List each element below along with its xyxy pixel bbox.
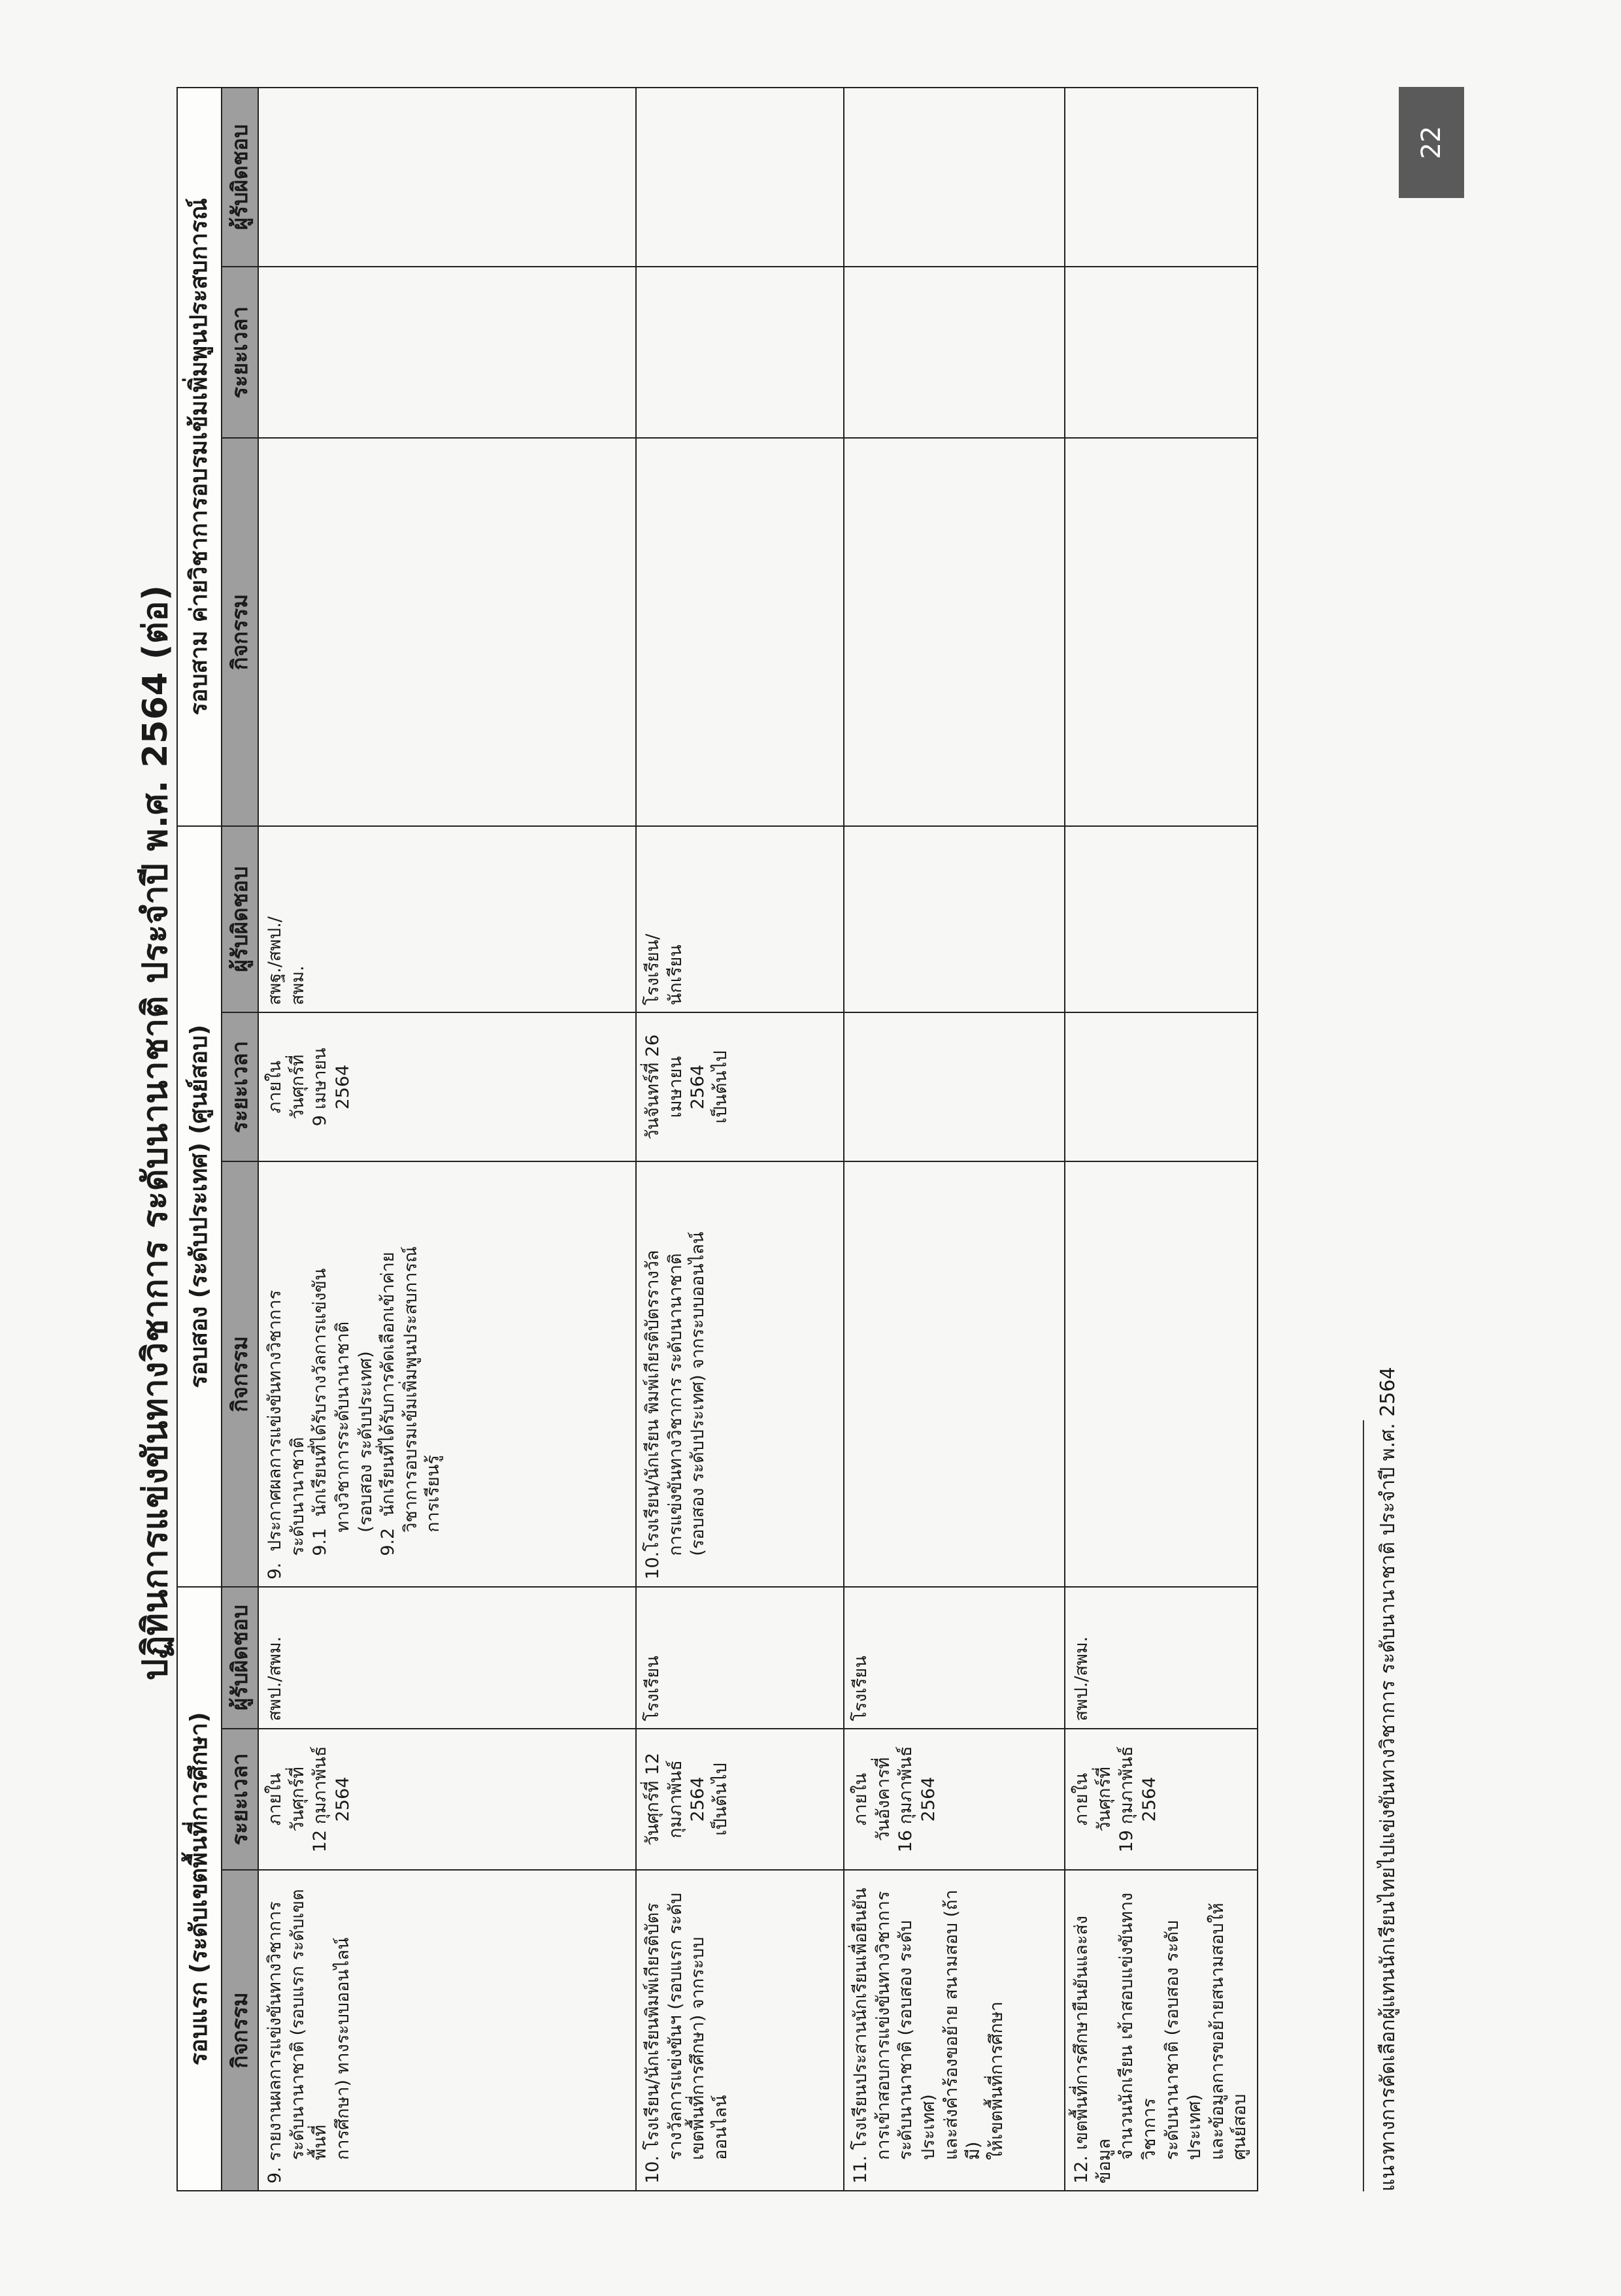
round-1-responsible-cell: โรงเรียน bbox=[636, 1587, 844, 1729]
col-period-2: ระยะเวลา bbox=[222, 1012, 258, 1161]
table-row bbox=[258, 88, 636, 2191]
round-2-responsible-cell: สพฐ./สพป./ สพม. bbox=[258, 826, 636, 1012]
round-1-period-cell: ภายใน วันศุกร์ที่ 12 กุมภาพันธ์ 2564 bbox=[258, 1729, 636, 1871]
round-1-period-cell: ภายใน วันอังคารที่ 16 กุมภาพันธ์ 2564 bbox=[844, 1729, 1065, 1871]
round-3-responsible-cell bbox=[1065, 88, 1257, 267]
round-2-activity-cell: 10.โรงเรียน/นักเรียน พิมพ์เกียรติบัตรรางวัล การแข่งขันทางวิชาการ ระดับนานาชาติ (รอบสอง ระดับประเทศ) จากระบบออนไลน์ bbox=[636, 1161, 844, 1586]
col-responsible-1: ผู้รับผิดชอบ bbox=[222, 1587, 258, 1729]
round-3-responsible-cell bbox=[636, 88, 844, 267]
page-number: 22 bbox=[1399, 87, 1464, 198]
round-2-period-cell: วันจันทร์ที่ 26 เมษายน 2564 เป็นต้นไป bbox=[636, 1012, 844, 1161]
round-3-activity-cell bbox=[258, 438, 636, 825]
col-responsible-3: ผู้รับผิดชอบ bbox=[222, 88, 258, 267]
col-activity-2: กิจกรรม bbox=[222, 1161, 258, 1586]
round-2-activity-cell bbox=[844, 1161, 1065, 1586]
round-3-period-cell bbox=[1065, 267, 1257, 438]
round-1-responsible-cell: สพป./สพม. bbox=[1065, 1587, 1257, 1729]
column-header-row bbox=[222, 88, 258, 2191]
schedule-table bbox=[176, 87, 1258, 2191]
round-2-activity-cell: 9. ประกาศผลการแข่งขันทางวิชาการ ระดับนานาชาติ 9.1 นักเรียนที่ได้รับรางวัลการแข่งขัน ทางวิชาการระดับนานาชาติ (รอบสอง ระดับประเทศ) 9.2 นักเรียนที่ได้รับการคัดเลือกเข้าค่าย วิชาการอบรมเข้มเพิ่มพูนประสบการณ์ การเรียนรู้ bbox=[258, 1161, 636, 1586]
table-row bbox=[1065, 88, 1257, 2191]
round-2-period-cell: ภายใน วันศุกร์ที่ 9 เมษายน 2564 bbox=[258, 1012, 636, 1161]
round-3-period-cell bbox=[258, 267, 636, 438]
round-3-period-cell bbox=[636, 267, 844, 438]
footer-divider bbox=[1363, 1420, 1364, 2191]
round-1-period-cell: ภายใน วันศุกร์ที่ 19 กุมภาพันธ์ 2564 bbox=[1065, 1729, 1257, 1871]
round-2-activity-cell bbox=[1065, 1161, 1257, 1586]
col-period-3: ระยะเวลา bbox=[222, 267, 258, 438]
page-title: ปฏิทินการแข่งขันทางวิชาการ ระดับนานาชาติ ประจำปี พ.ศ. 2564 (ต่อ) bbox=[136, 584, 175, 1681]
round-2-responsible-cell: โรงเรียน/ นักเรียน bbox=[636, 826, 844, 1012]
round-3-period-cell bbox=[844, 267, 1065, 438]
round-2-header: รอบสอง (ระดับประเทศ) (ศูนย์สอบ) bbox=[177, 826, 222, 1587]
col-period-1: ระยะเวลา bbox=[222, 1729, 258, 1871]
round-2-period-cell bbox=[1065, 1012, 1257, 1161]
round-1-activity-cell: 11. โรงเรียนประสานนักเรียนเพื่อยืนยัน การเข้าสอบการแข่งขันทางวิชาการ ระดับนานาชาติ (รอบสอง ระดับประเทศ) และส่งคำร้องขอย้าย สนามสอบ (ถ้ามี) ให้เขตพื้นที่การศึกษา bbox=[844, 1870, 1065, 2191]
round-2-period-cell bbox=[844, 1012, 1065, 1161]
col-responsible-2: ผู้รับผิดชอบ bbox=[222, 826, 258, 1012]
col-activity-1: กิจกรรม bbox=[222, 1870, 258, 2191]
table-row bbox=[844, 88, 1065, 2191]
round-1-activity-cell: 12. เขตพื้นที่การศึกษายืนยันและส่งข้อมูล จำนวนนักเรียน เข้าสอบแข่งขันทางวิชาการ ระดับนานาชาติ (รอบสอง ระดับประเทศ) และข้อมูลการขอย้ายสนามสอบให้ศูนย์สอบ bbox=[1065, 1870, 1257, 2191]
col-activity-3: กิจกรรม bbox=[222, 438, 258, 825]
round-1-activity-cell: 9. รายงานผลการแข่งขันทางวิชาการ ระดับนานาชาติ (รอบแรก ระดับเขตพื้นที่ การศึกษา) ทางระบบออนไลน์ bbox=[258, 1870, 636, 2191]
round-1-header: รอบแรก (ระดับเขตพื้นที่การศึกษา) bbox=[177, 1587, 222, 2191]
round-3-activity-cell bbox=[844, 438, 1065, 825]
round-3-activity-cell bbox=[1065, 438, 1257, 825]
round-3-header: รอบสาม ค่ายวิชาการอบรมเข้มเพิ่มพูนประสบการณ์ bbox=[177, 88, 222, 826]
round-2-responsible-cell bbox=[844, 826, 1065, 1012]
table-row bbox=[636, 88, 844, 2191]
round-3-responsible-cell bbox=[844, 88, 1065, 267]
round-1-responsible-cell: โรงเรียน bbox=[844, 1587, 1065, 1729]
page-footer: แนวทางการคัดเลือกผู้แทนนักเรียนไทยไปแข่งขันทางวิชาการ ระดับนานาชาติ ประจำปี พ.ศ. 2564 bbox=[1377, 1367, 1399, 2191]
round-1-responsible-cell: สพป./สพม. bbox=[258, 1587, 636, 1729]
round-3-responsible-cell bbox=[258, 88, 636, 267]
round-3-activity-cell bbox=[636, 438, 844, 825]
round-1-period-cell: วันศุกร์ที่ 12 กุมภาพันธ์ 2564 เป็นต้นไป bbox=[636, 1729, 844, 1871]
round-header-row bbox=[177, 88, 222, 2191]
round-2-responsible-cell bbox=[1065, 826, 1257, 1012]
round-1-activity-cell: 10. โรงเรียน/นักเรียนพิมพ์เกียรติบัตร รางวัลการแข่งขันฯ (รอบแรก ระดับ เขตพื้นที่การศึกษา) จากระบบออนไลน์ bbox=[636, 1870, 844, 2191]
